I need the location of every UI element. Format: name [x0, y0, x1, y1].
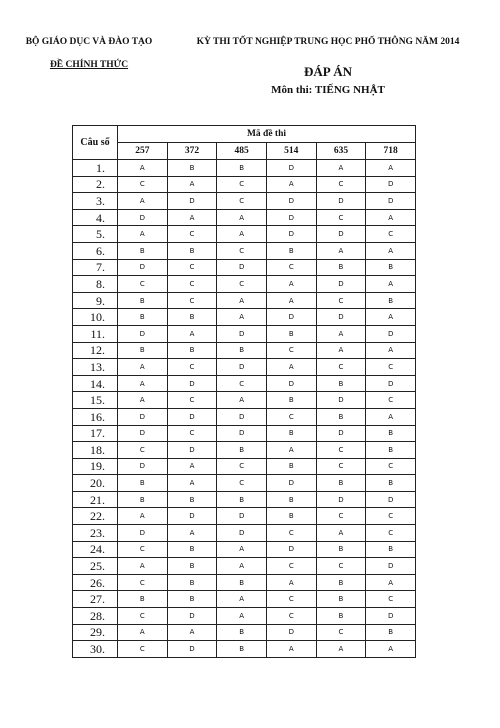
answer-cell: A	[167, 624, 217, 641]
question-number: 18.	[73, 442, 118, 459]
answer-cell: B	[118, 491, 168, 508]
answer-cell: D	[366, 176, 416, 193]
table-row	[73, 325, 416, 342]
answer-cell: A	[118, 558, 168, 575]
answer-cell: C	[316, 442, 366, 459]
table-row	[73, 259, 416, 276]
answer-cell: A	[316, 641, 366, 658]
answer-cell: D	[217, 359, 267, 376]
answer-cell: A	[118, 508, 168, 525]
answer-cell: B	[366, 259, 416, 276]
answer-cell: D	[118, 458, 168, 475]
answer-cell: C	[167, 276, 217, 293]
answer-cell: D	[266, 475, 316, 492]
answer-cell: D	[167, 608, 217, 625]
question-number: 20.	[73, 475, 118, 492]
answer-cell: A	[316, 242, 366, 259]
answer-cell: D	[316, 226, 366, 243]
answer-cell: A	[118, 193, 168, 210]
answer-cell: D	[217, 425, 267, 442]
table-row	[73, 359, 416, 376]
answer-cell: A	[167, 325, 217, 342]
table-row	[73, 392, 416, 409]
answer-cell: D	[266, 160, 316, 177]
table-row	[73, 458, 416, 475]
answer-cell: A	[167, 525, 217, 542]
answer-cell: D	[217, 259, 267, 276]
answer-cell: D	[118, 325, 168, 342]
answer-cell: B	[316, 375, 366, 392]
exam-code-514: 514	[266, 143, 316, 160]
answer-cell: C	[316, 624, 366, 641]
question-number: 30.	[73, 641, 118, 658]
answer-cell: B	[167, 591, 217, 608]
answer-cell: D	[366, 608, 416, 625]
answer-cell: D	[167, 408, 217, 425]
exam-code-635: 635	[316, 143, 366, 160]
answer-cell: A	[316, 525, 366, 542]
answer-cell: A	[366, 574, 416, 591]
answer-cell: A	[217, 541, 267, 558]
question-number: 24.	[73, 541, 118, 558]
answer-cell: B	[316, 608, 366, 625]
answer-cell: D	[118, 408, 168, 425]
answer-cell: D	[316, 309, 366, 326]
answer-cell: B	[217, 641, 267, 658]
answer-cell: A	[366, 160, 416, 177]
table-row	[73, 641, 416, 658]
answer-cell: C	[118, 176, 168, 193]
answer-cell: B	[167, 160, 217, 177]
answer-rows	[73, 160, 416, 658]
question-number: 7.	[73, 259, 118, 276]
question-number: 9.	[73, 292, 118, 309]
answer-cell: A	[366, 408, 416, 425]
answer-cell: A	[366, 209, 416, 226]
question-number: 16.	[73, 408, 118, 425]
question-number: 19.	[73, 458, 118, 475]
exam-title: KỲ THI TỐT NGHIỆP TRUNG HỌC PHỔ THÔNG NĂM 2014	[196, 37, 460, 47]
answer-cell: C	[266, 591, 316, 608]
question-number: 1.	[73, 160, 118, 177]
table-row	[73, 242, 416, 259]
answer-cell: D	[167, 193, 217, 210]
answer-cell: D	[118, 425, 168, 442]
answer-cell: B	[217, 442, 267, 459]
answer-cell: A	[266, 292, 316, 309]
answer-cell: B	[366, 624, 416, 641]
answer-cell: B	[316, 574, 366, 591]
answer-cell: A	[366, 309, 416, 326]
answer-cell: B	[266, 242, 316, 259]
answer-cell: D	[118, 209, 168, 226]
table-row	[73, 541, 416, 558]
answer-cell: B	[266, 392, 316, 409]
answer-cell: A	[366, 242, 416, 259]
answer-cell: C	[366, 458, 416, 475]
answer-cell: A	[217, 558, 267, 575]
answer-cell: D	[366, 193, 416, 210]
answer-cell: C	[217, 375, 267, 392]
question-number: 5.	[73, 226, 118, 243]
answer-cell: A	[118, 160, 168, 177]
answer-cell: C	[366, 392, 416, 409]
answer-cell: B	[118, 242, 168, 259]
question-number: 26.	[73, 574, 118, 591]
answer-cell: B	[266, 458, 316, 475]
answer-cell: B	[316, 541, 366, 558]
answer-cell: A	[217, 209, 267, 226]
answer-cell: A	[217, 292, 267, 309]
question-number: 17.	[73, 425, 118, 442]
answer-cell: D	[316, 491, 366, 508]
answer-cell: A	[266, 176, 316, 193]
table-row	[73, 375, 416, 392]
answer-cell: B	[217, 160, 267, 177]
answer-cell: D	[316, 276, 366, 293]
answer-cell: A	[217, 392, 267, 409]
answer-cell: C	[366, 508, 416, 525]
table-row	[73, 624, 416, 641]
answer-cell: C	[366, 359, 416, 376]
answer-cell: D	[266, 375, 316, 392]
answer-cell: C	[118, 608, 168, 625]
answer-cell: B	[118, 342, 168, 359]
answer-cell: B	[366, 442, 416, 459]
answer-cell: D	[316, 392, 366, 409]
answer-cell: B	[118, 309, 168, 326]
answer-cell: D	[167, 375, 217, 392]
question-number: 3.	[73, 193, 118, 210]
answer-cell: A	[266, 641, 316, 658]
answer-cell: D	[366, 491, 416, 508]
ministry-name: BỘ GIÁO DỤC VÀ ĐÀO TẠO	[25, 37, 153, 47]
question-number: 8.	[73, 276, 118, 293]
answer-cell: C	[118, 442, 168, 459]
table-header-row	[73, 126, 416, 143]
answer-cell: A	[118, 375, 168, 392]
question-number: 2.	[73, 176, 118, 193]
answer-cell: C	[118, 574, 168, 591]
table-row	[73, 226, 416, 243]
answer-cell: C	[167, 425, 217, 442]
answer-cell: B	[118, 292, 168, 309]
answer-cell: D	[217, 525, 267, 542]
answer-cell: A	[366, 276, 416, 293]
official-label: ĐỀ CHÍNH THỨC	[49, 60, 129, 70]
answer-cell: C	[266, 408, 316, 425]
answer-cell: A	[217, 608, 267, 625]
answer-cell: D	[266, 226, 316, 243]
exam-code-372: 372	[167, 143, 217, 160]
answer-cell: B	[366, 475, 416, 492]
question-number: 11.	[73, 325, 118, 342]
answer-cell: A	[366, 342, 416, 359]
answer-cell: A	[118, 624, 168, 641]
table-row	[73, 160, 416, 177]
answer-cell: B	[167, 491, 217, 508]
answer-cell: C	[118, 541, 168, 558]
answer-cell: B	[217, 624, 267, 641]
answer-cell: A	[118, 392, 168, 409]
table-row	[73, 558, 416, 575]
table-row	[73, 508, 416, 525]
answer-cell: A	[366, 641, 416, 658]
question-number: 4.	[73, 209, 118, 226]
answer-cell: D	[266, 309, 316, 326]
answer-cell: D	[316, 193, 366, 210]
question-number: 21.	[73, 491, 118, 508]
question-number: 15.	[73, 392, 118, 409]
table-row	[73, 475, 416, 492]
answer-cell: B	[217, 342, 267, 359]
answer-cell: B	[316, 408, 366, 425]
answer-cell: D	[366, 558, 416, 575]
answer-cell: D	[266, 209, 316, 226]
answer-cell: D	[217, 325, 267, 342]
answer-cell: B	[167, 558, 217, 575]
question-number: 23.	[73, 525, 118, 542]
answer-cell: B	[167, 342, 217, 359]
table-row	[73, 525, 416, 542]
answer-cell: C	[167, 259, 217, 276]
answer-cell: C	[167, 292, 217, 309]
answer-cell: C	[167, 392, 217, 409]
table-row	[73, 491, 416, 508]
exam-code-485: 485	[217, 143, 267, 160]
question-number: 28.	[73, 608, 118, 625]
answer-cell: C	[316, 359, 366, 376]
answer-cell: D	[266, 624, 316, 641]
answer-cell: C	[266, 608, 316, 625]
answer-cell: C	[167, 226, 217, 243]
answer-cell: B	[118, 591, 168, 608]
table-row	[73, 591, 416, 608]
answer-cell: A	[266, 359, 316, 376]
answer-cell: B	[167, 574, 217, 591]
answer-cell: B	[316, 259, 366, 276]
answer-cell: C	[316, 209, 366, 226]
answer-cell: B	[118, 475, 168, 492]
answer-cell: D	[118, 525, 168, 542]
answer-cell: C	[366, 591, 416, 608]
answer-cell: B	[366, 292, 416, 309]
answer-cell: B	[266, 491, 316, 508]
answer-cell: B	[167, 541, 217, 558]
answer-cell: B	[316, 591, 366, 608]
answer-cell: A	[266, 276, 316, 293]
answer-cell: B	[167, 309, 217, 326]
answer-cell: B	[266, 425, 316, 442]
answer-cell: D	[167, 641, 217, 658]
answer-cell: D	[118, 259, 168, 276]
table-row	[73, 342, 416, 359]
answer-cell: C	[316, 176, 366, 193]
question-number: 25.	[73, 558, 118, 575]
exam-code-718: 718	[366, 143, 416, 160]
question-number: 22.	[73, 508, 118, 525]
answer-cell: C	[167, 359, 217, 376]
answer-cell: C	[316, 458, 366, 475]
answer-cell: C	[316, 292, 366, 309]
answer-cell: C	[217, 242, 267, 259]
exam-code-row	[73, 143, 416, 160]
answer-cell: C	[266, 259, 316, 276]
question-number: 10.	[73, 309, 118, 326]
answer-cell: A	[167, 209, 217, 226]
answer-cell: A	[266, 574, 316, 591]
answer-cell: B	[316, 475, 366, 492]
answer-cell: D	[217, 408, 267, 425]
table-row	[73, 193, 416, 210]
exam-code-257: 257	[118, 143, 168, 160]
table-row	[73, 442, 416, 459]
answer-cell: B	[167, 242, 217, 259]
answer-cell: B	[366, 541, 416, 558]
answer-cell: C	[266, 525, 316, 542]
answer-cell: D	[167, 442, 217, 459]
answer-cell: C	[266, 558, 316, 575]
answer-cell: C	[366, 525, 416, 542]
question-number: 6.	[73, 242, 118, 259]
answer-cell: C	[266, 342, 316, 359]
answer-cell: C	[217, 276, 267, 293]
table-row	[73, 176, 416, 193]
answer-cell: A	[167, 475, 217, 492]
question-number: 27.	[73, 591, 118, 608]
subject-line: Môn thi: TIẾNG NHẬT	[271, 84, 385, 96]
issuer-block	[4, 36, 174, 72]
answer-cell: B	[217, 574, 267, 591]
answer-table	[72, 125, 416, 658]
answer-cell: A	[316, 325, 366, 342]
answer-cell: B	[217, 491, 267, 508]
question-number: 14.	[73, 375, 118, 392]
answer-cell: A	[118, 226, 168, 243]
answer-cell: C	[217, 176, 267, 193]
answer-cell: A	[167, 458, 217, 475]
answer-cell: B	[366, 425, 416, 442]
answer-cell: D	[217, 508, 267, 525]
answer-cell: A	[217, 226, 267, 243]
question-number: 29.	[73, 624, 118, 641]
answer-cell: A	[316, 342, 366, 359]
answer-cell: C	[217, 458, 267, 475]
answer-cell: B	[266, 508, 316, 525]
answer-cell: C	[366, 226, 416, 243]
answer-cell: C	[217, 475, 267, 492]
answer-cell: A	[266, 442, 316, 459]
table-row	[73, 209, 416, 226]
answer-cell: C	[316, 558, 366, 575]
answer-cell: D	[366, 325, 416, 342]
table-row	[73, 309, 416, 326]
answer-cell: C	[316, 508, 366, 525]
answer-cell: D	[266, 193, 316, 210]
answer-title: ĐÁP ÁN	[303, 64, 353, 79]
table-row	[73, 292, 416, 309]
question-number-header: Câu số	[73, 126, 118, 160]
table-row	[73, 574, 416, 591]
exam-code-header: Mã đề thi	[118, 126, 416, 143]
table-row	[73, 425, 416, 442]
answer-cell: A	[316, 160, 366, 177]
table-row	[73, 408, 416, 425]
answer-cell: A	[118, 359, 168, 376]
answer-cell: A	[217, 309, 267, 326]
answer-cell: D	[167, 508, 217, 525]
answer-cell: C	[118, 641, 168, 658]
answer-cell: D	[316, 425, 366, 442]
answer-cell: D	[266, 541, 316, 558]
answer-cell: D	[366, 375, 416, 392]
answer-cell: A	[217, 591, 267, 608]
answer-cell: C	[217, 193, 267, 210]
question-number: 13.	[73, 359, 118, 376]
answer-cell: B	[266, 325, 316, 342]
question-number: 12.	[73, 342, 118, 359]
answer-cell: A	[167, 176, 217, 193]
answer-cell: C	[118, 276, 168, 293]
table-row	[73, 608, 416, 625]
table-row	[73, 276, 416, 293]
